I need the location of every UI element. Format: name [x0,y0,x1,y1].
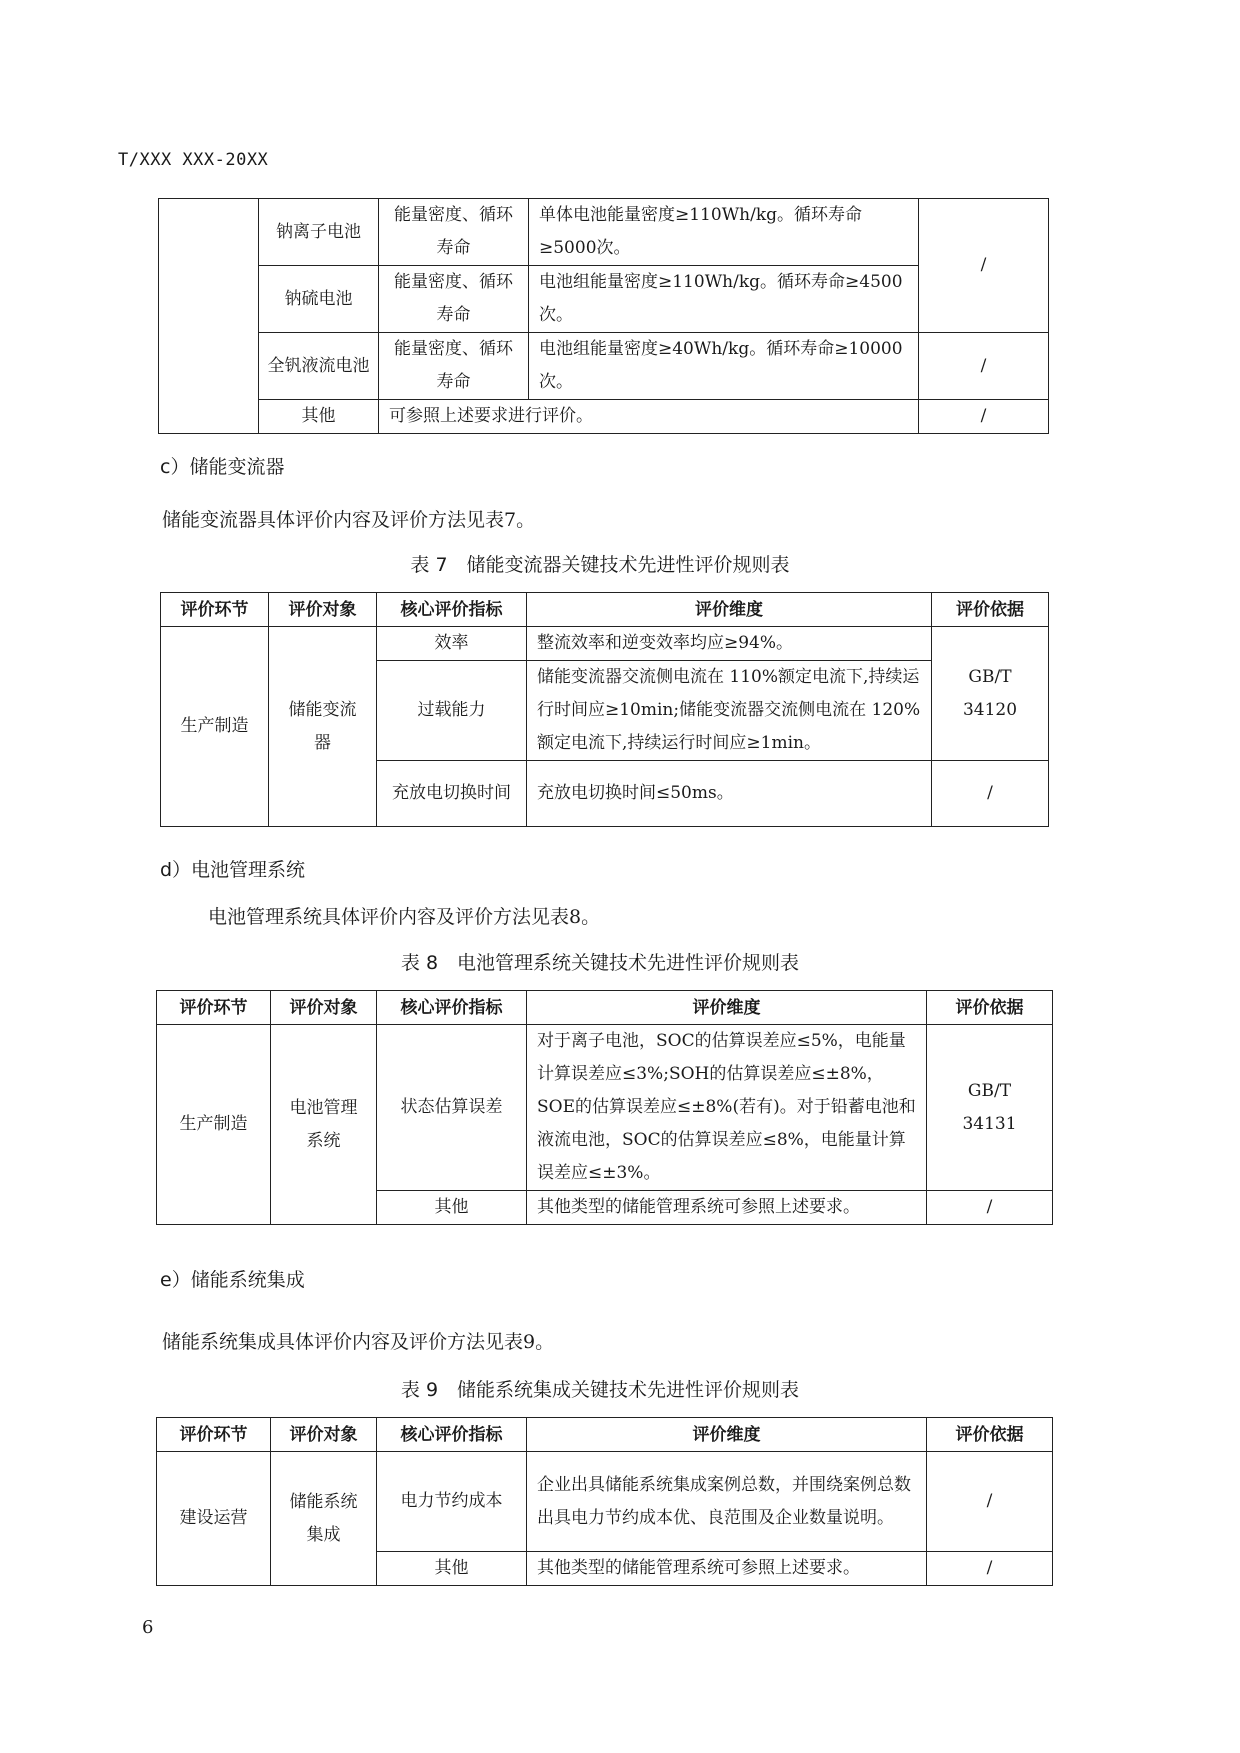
table6-object: 钠离子电池 [259,199,379,266]
table9-basis: / [927,1552,1053,1586]
table7-caption: 表 7 储能变流器关键技术先进性评价规则表 [410,554,790,576]
table9-object: 储能系统集成 [271,1452,377,1586]
section-c-heading: c）储能变流器 [160,456,285,478]
column-header: 评价依据 [927,1418,1053,1452]
table8-indicator: 其他 [377,1191,527,1225]
table6-basis: / [919,333,1049,400]
column-header: 评价环节 [157,991,271,1025]
table6-dimension: 电池组能量密度≥110Wh/kg。循环寿命≥4500次。 [529,266,919,333]
table7-stage: 生产制造 [161,627,269,827]
table-row [159,199,1049,266]
table9-caption: 表 9 储能系统集成关键技术先进性评价规则表 [400,1379,800,1401]
table-row [159,400,1049,434]
column-header: 评价对象 [269,593,377,627]
column-header: 评价依据 [932,593,1049,627]
table7-object: 储能变流器 [269,627,377,827]
table8-dimension: 对于离子电池，SOC的估算误差应≤5%，电能量计算误差应≤3%;SOH的估算误差应≤±8%，SOE的估算误差应≤±8%(若有)。对于铅蓄电池和液流电池，SOC的估算误差应≤8%，电能量计算误差应≤±3%。 [527,1025,927,1191]
column-header: 核心评价指标 [377,991,527,1025]
table6-basis: / [919,199,1049,333]
table7-basis: GB/T 34120 [932,627,1049,761]
table9 [156,1417,1053,1586]
table6-indicator: 能量密度、循环寿命 [379,333,529,400]
section-e-heading: e）储能系统集成 [160,1269,305,1291]
table6-dimension: 单体电池能量密度≥110Wh/kg。循环寿命≥5000次。 [529,199,919,266]
section-e-text: 储能系统集成具体评价内容及评价方法见表9。 [162,1331,555,1353]
table9-stage: 建设运营 [157,1452,271,1586]
table8-indicator: 状态估算误差 [377,1025,527,1191]
table6-indicator: 能量密度、循环寿命 [379,199,529,266]
document-code: T/XXX XXX-20XX [118,150,269,170]
table8-basis: / [927,1191,1053,1225]
table-header-row [157,1418,1053,1452]
column-header: 评价维度 [527,991,927,1025]
table6-dimension: 电池组能量密度≥40Wh/kg。循环寿命≥10000次。 [529,333,919,400]
table7-dimension: 充放电切换时间≤50ms。 [527,761,932,827]
table-row [159,333,1049,400]
table7-indicator: 过载能力 [377,661,527,761]
column-header: 评价环节 [157,1418,271,1452]
table9-dimension: 其他类型的储能管理系统可参照上述要求。 [527,1552,927,1586]
table6-object: 全钒液流电池 [259,333,379,400]
table9-dimension: 企业出具储能系统集成案例总数，并围绕案例总数出具电力节约成本优、良范围及企业数量说明。 [527,1452,927,1552]
table6-continuation [158,198,1049,434]
table6-dimension: 可参照上述要求进行评价。 [379,400,919,434]
table8-object: 电池管理系统 [271,1025,377,1225]
table8-basis: GB/T 34131 [927,1025,1053,1191]
table-row [157,1025,1053,1191]
table7-dimension: 储能变流器交流侧电流在 110%额定电流下,持续运行时间应≥10min;储能变流器交流侧电流在 120%额定电流下,持续运行时间应≥1min。 [527,661,932,761]
table6-basis: / [919,400,1049,434]
table-row [161,627,1049,661]
table7-indicator: 效率 [377,627,527,661]
section-d-heading: d）电池管理系统 [160,859,306,881]
section-d-text: 电池管理系统具体评价内容及评价方法见表8。 [208,906,601,928]
table6-object: 其他 [259,400,379,434]
table-row [159,266,1049,333]
column-header: 评价维度 [527,593,932,627]
table6-indicator: 能量密度、循环寿命 [379,266,529,333]
page-number: 6 [142,1617,154,1638]
table6-stage-cell [159,199,259,434]
column-header: 评价对象 [271,991,377,1025]
table-header-row [157,991,1053,1025]
section-c-text: 储能变流器具体评价内容及评价方法见表7。 [162,509,536,531]
table7-basis: / [932,761,1049,827]
column-header: 核心评价指标 [377,593,527,627]
table9-basis: / [927,1452,1053,1552]
column-header: 评价维度 [527,1418,927,1452]
table-row [157,1452,1053,1552]
table7-dimension: 整流效率和逆变效率均应≥94%。 [527,627,932,661]
table8-stage: 生产制造 [157,1025,271,1225]
table6-object: 钠硫电池 [259,266,379,333]
table9-indicator: 电力节约成本 [377,1452,527,1552]
column-header: 评价环节 [161,593,269,627]
column-header: 评价依据 [927,991,1053,1025]
table7 [160,592,1049,827]
column-header: 评价对象 [271,1418,377,1452]
column-header: 核心评价指标 [377,1418,527,1452]
table8 [156,990,1053,1225]
table-header-row [161,593,1049,627]
table9-indicator: 其他 [377,1552,527,1586]
table7-indicator: 充放电切换时间 [377,761,527,827]
table8-dimension: 其他类型的储能管理系统可参照上述要求。 [527,1191,927,1225]
table8-caption: 表 8 电池管理系统关键技术先进性评价规则表 [400,952,800,974]
